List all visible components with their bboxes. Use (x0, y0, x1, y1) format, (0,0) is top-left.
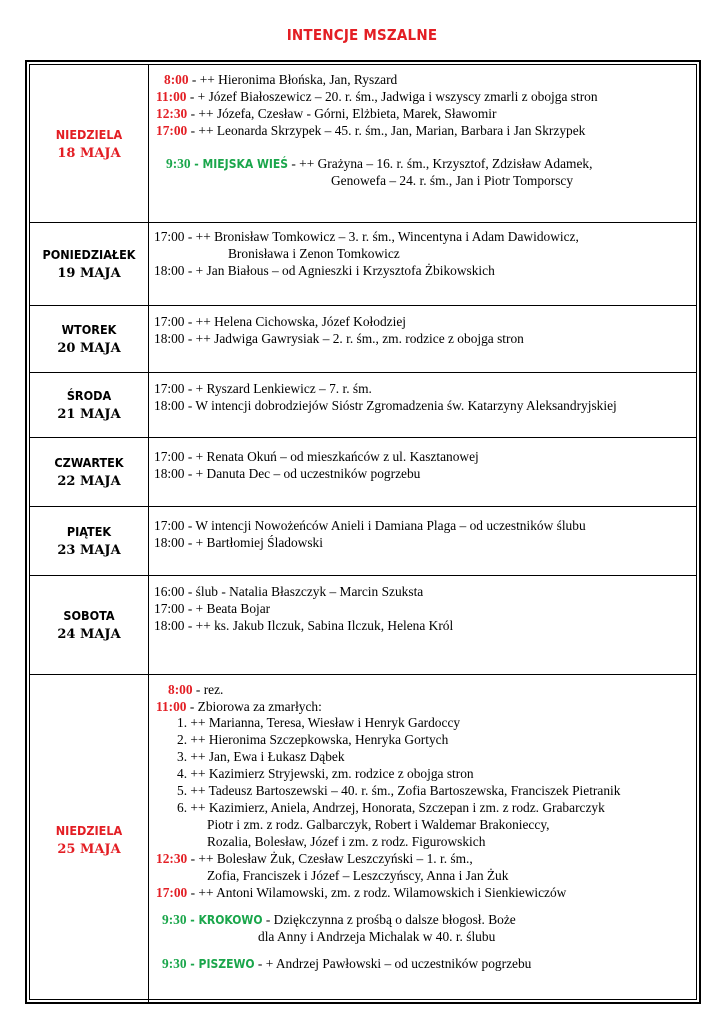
intention-line (154, 534, 323, 551)
intention-text: - ++ Józefa, Czesław - Górni, Elżbieta, Marek, Sławomir (187, 106, 497, 121)
day-row (30, 65, 696, 222)
day-date: 22 MAJA (57, 474, 121, 489)
intention-text: Zofia, Franciszek i Józef – Leszczyńscy, Anna i Jan Żuk (207, 868, 509, 883)
intention-text: 18:00 - ++ Jadwiga Gawrysiak – 2. r. śm., zm. rodzice z obojga stron (154, 331, 524, 346)
schedule-table-inner (29, 64, 697, 1000)
day-row (30, 305, 696, 372)
intention-text: - ++ Hieronima Błońska, Jan, Ryszard (188, 72, 398, 87)
day-cell (30, 65, 149, 222)
intention-text: 17:00 - + Ryszard Lenkiewicz – 7. r. śm. (154, 381, 372, 396)
day-date: 24 MAJA (57, 627, 121, 642)
mass-time: 12:30 (156, 851, 188, 866)
intention-text: dla Anny i Andrzeja Michalak w 40. r. ślubu (258, 929, 496, 944)
day-name: PONIEDZIAŁEK (42, 247, 136, 262)
intention-text: 6. ++ Kazimierz, Aniela, Andrzej, Honorata, Szczepan i zm. z rodz. Grabarczyk (177, 800, 605, 815)
intention-line (156, 884, 566, 901)
intention-line (156, 88, 598, 105)
intention-line (207, 816, 550, 833)
mass-time: 17:00 (156, 885, 188, 900)
day-date: 25 MAJA (57, 841, 121, 857)
intention-line (177, 765, 474, 782)
intention-text: - + Józef Białoszewicz – 20. r. śm., Jadwiga i wszyscy zmarli z obojga stron (186, 89, 598, 104)
intention-line (154, 313, 406, 330)
intention-text: 3. ++ Jan, Ewa i Łukasz Dąbek (177, 749, 345, 764)
intention-line (156, 105, 496, 122)
intention-text: - ++ Bolesław Żuk, Czesław Leszczyński – 1. r. śm., (187, 851, 473, 866)
mass-time: 11:00 (156, 699, 187, 714)
intention-text: Piotr i zm. z rodz. Galbarczyk, Robert i Waldemar Brakonieccy, (207, 817, 550, 832)
mass-location: - PISZEWO (186, 957, 255, 971)
intention-line (154, 228, 579, 245)
intention-line (154, 262, 495, 279)
mass-time: 9:30 (162, 912, 187, 927)
intention-line (154, 617, 453, 634)
intention-line (162, 911, 516, 929)
intentions-cell (154, 507, 692, 575)
intention-text: Bronisława i Zenon Tomkowicz (228, 246, 400, 261)
day-row (30, 575, 696, 674)
intention-line (331, 172, 573, 189)
day-date: 20 MAJA (57, 341, 121, 356)
intention-text: 17:00 - ++ Bronisław Tomkowicz – 3. r. śm., Wincentyna i Adam Dawidowicz, (154, 229, 579, 244)
day-cell (30, 223, 149, 305)
day-row (30, 674, 696, 1004)
intention-text: 5. ++ Tadeusz Bartoszewski – 40. r. śm., Zofia Bartoszewska, Franciszek Pietranik (177, 783, 621, 798)
intention-text: 18:00 - + Bartłomiej Śladowski (154, 535, 323, 550)
intention-text: 17:00 - + Beata Bojar (154, 601, 271, 616)
intentions-cell (154, 675, 692, 1004)
day-name: NIEDZIELA (55, 822, 123, 838)
intention-text: - rez. (192, 682, 224, 697)
day-date: 21 MAJA (57, 407, 121, 422)
day-row (30, 437, 696, 506)
day-name: CZWARTEK (54, 455, 124, 470)
day-name: ŚRODA (66, 388, 112, 403)
day-name: NIEDZIELA (55, 126, 123, 142)
intention-line (177, 782, 620, 799)
day-cell (30, 306, 149, 372)
day-row (30, 372, 696, 437)
intentions-cell (154, 373, 692, 437)
intentions-cell (154, 223, 692, 305)
day-name: SOBOTA (63, 608, 115, 623)
intention-line (156, 850, 473, 867)
intention-text: 18:00 - + Danuta Dec – od uczestników pogrzebu (154, 466, 421, 481)
intention-line (154, 397, 617, 414)
intention-line (162, 955, 531, 973)
intention-line (154, 380, 372, 397)
intention-line (166, 155, 592, 173)
intention-text: - ++ Antoni Wilamowski, zm. z rodz. Wilamowskich i Sienkiewiczów (187, 885, 567, 900)
intention-line (168, 681, 223, 698)
day-row (30, 222, 696, 305)
mass-time: 8:00 (164, 72, 189, 87)
mass-time: 12:30 (156, 106, 188, 121)
intention-text: - ++ Grażyna – 16. r. śm., Krzysztof, Zdzisław Adamek, (288, 156, 593, 171)
intention-text: 17:00 - ++ Helena Cichowska, Józef Kołodziej (154, 314, 406, 329)
intention-line (154, 465, 420, 482)
day-cell (30, 373, 149, 437)
intention-text: 2. ++ Hieronima Szczepkowska, Henryka Gortych (177, 732, 449, 747)
day-date: 23 MAJA (57, 543, 121, 558)
intention-text: 17:00 - + Renata Okuń – od mieszkańców z ul. Kasztanowej (154, 449, 479, 464)
intention-text: 4. ++ Kazimierz Stryjewski, zm. rodzice z obojga stron (177, 766, 474, 781)
intention-text: - + Andrzej Pawłowski – od uczestników pogrzebu (254, 956, 532, 971)
intention-line (177, 731, 448, 748)
intention-text: Genowefa – 24. r. śm., Jan i Piotr Tomporscy (331, 173, 574, 188)
day-cell (30, 507, 149, 575)
intention-line (154, 448, 479, 465)
intention-line (228, 245, 400, 262)
intention-line (154, 517, 586, 534)
intentions-cell (154, 65, 692, 222)
intention-text: 17:00 - W intencji Nowożeńców Anieli i Damiana Plaga – od uczestników ślubu (154, 518, 586, 533)
intention-text: 18:00 - W intencji dobrodziejów Sióstr Zgromadzenia św. Katarzyny Aleksandryjskiej (154, 398, 617, 413)
day-date: 19 MAJA (57, 266, 121, 281)
intention-line (154, 330, 524, 347)
day-row (30, 506, 696, 575)
intention-text: 1. ++ Marianna, Teresa, Wiesław i Henryk Gardoccy (177, 715, 461, 730)
intention-line (156, 122, 585, 139)
day-name: PIĄTEK (66, 524, 112, 539)
intention-line (156, 698, 322, 715)
intention-text: - Zbiorowa za zmarłych: (186, 699, 322, 714)
intention-text: Rozalia, Bolesław, Józef i zm. z rodz. Figurowskich (207, 834, 486, 849)
day-cell (30, 675, 149, 1004)
intention-line (177, 799, 605, 816)
day-cell (30, 438, 149, 506)
mass-time: 17:00 (156, 123, 188, 138)
mass-location: - MIEJSKA WIEŚ (190, 157, 289, 171)
intention-line (207, 867, 508, 884)
intention-line (177, 714, 460, 731)
intention-text: 18:00 - ++ ks. Jakub Ilczuk, Sabina Ilczuk, Helena Król (154, 618, 454, 633)
mass-location: - KROKOWO (186, 913, 263, 927)
intention-text: - ++ Leonarda Skrzypek – 45. r. śm., Jan, Marian, Barbara i Jan Skrzypek (187, 123, 586, 138)
intention-line (258, 928, 495, 945)
mass-time: 9:30 (162, 956, 187, 971)
mass-time: 11:00 (156, 89, 187, 104)
intentions-cell (154, 438, 692, 506)
intention-line (164, 71, 397, 88)
mass-time: 8:00 (168, 682, 193, 697)
intention-line (177, 748, 345, 765)
intentions-cell (154, 306, 692, 372)
intention-line (207, 833, 485, 850)
intention-line (154, 583, 423, 600)
intentions-cell (154, 576, 692, 674)
day-date: 18 MAJA (57, 145, 121, 161)
intention-text: 18:00 - + Jan Białous – od Agnieszki i Krzysztofa Żbikowskich (154, 263, 495, 278)
intention-text: 16:00 - ślub - Natalia Błaszczyk – Marcin Szuksta (154, 584, 424, 599)
page-title: INTENCJE MSZALNE (286, 26, 438, 44)
schedule-table (25, 60, 701, 1004)
day-name: WTOREK (61, 322, 117, 337)
intention-text: - Dziękczynna z prośbą o dalsze błogosł. Boże (262, 912, 516, 927)
mass-time: 9:30 (166, 156, 191, 171)
intention-line (154, 600, 270, 617)
day-cell (30, 576, 149, 674)
